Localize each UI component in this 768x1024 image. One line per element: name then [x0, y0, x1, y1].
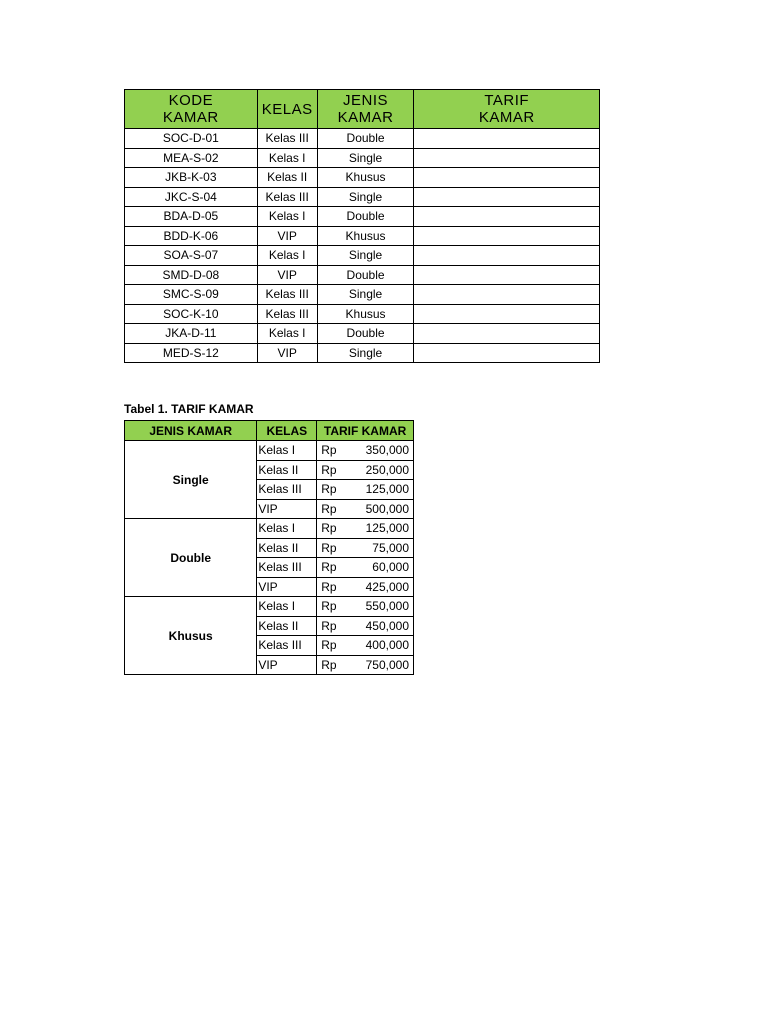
cell-jenis: Khusus	[317, 304, 414, 324]
cell-jenis-kamar: Khusus	[125, 597, 257, 675]
cell-jenis: Single	[317, 343, 414, 363]
cell-jenis: Single	[317, 285, 414, 305]
room-list-body	[125, 129, 600, 363]
cell-kelas: Kelas I	[257, 207, 317, 227]
header-jenis-kamar	[317, 90, 414, 129]
cell-jenis-kamar: Double	[125, 519, 257, 597]
cell-tarif	[317, 480, 414, 500]
cell-tarif	[414, 285, 600, 305]
cell-kode: MED-S-12	[125, 343, 258, 363]
header-jenis-kamar: JENIS KAMAR	[125, 421, 257, 441]
table-row	[125, 324, 600, 344]
cell-kelas: Kelas I	[257, 597, 317, 617]
cell-kode: JKA-D-11	[125, 324, 258, 344]
cell-tarif	[317, 636, 414, 656]
amount: 250,000	[365, 462, 409, 477]
cell-tarif	[414, 168, 600, 188]
cell-jenis: Double	[317, 207, 414, 227]
tarif-value	[321, 502, 409, 516]
cell-jenis: Khusus	[317, 168, 414, 188]
amount: 550,000	[365, 599, 409, 614]
cell-tarif	[414, 187, 600, 207]
table-row	[125, 246, 600, 266]
tarif-value	[321, 541, 409, 555]
table-row	[125, 519, 414, 539]
cell-kode: MEA-S-02	[125, 148, 258, 168]
currency-label: Rp	[321, 521, 337, 536]
cell-kelas: VIP	[257, 265, 317, 285]
cell-kelas: Kelas II	[257, 616, 317, 636]
cell-kode: SMD-D-08	[125, 265, 258, 285]
tarif-value	[321, 443, 409, 457]
cell-tarif	[317, 499, 414, 519]
room-list-table	[124, 89, 600, 363]
tarif-table	[124, 420, 414, 675]
header-tarif-line1: TARIF	[484, 92, 530, 109]
tarif-value	[321, 619, 409, 633]
amount: 125,000	[365, 482, 409, 497]
cell-jenis: Khusus	[317, 226, 414, 246]
header-tarif-kamar: TARIF KAMAR	[317, 421, 414, 441]
amount: 750,000	[365, 657, 409, 672]
cell-tarif	[414, 226, 600, 246]
amount: 75,000	[372, 540, 409, 555]
cell-kode: SMC-S-09	[125, 285, 258, 305]
table-row	[125, 304, 600, 324]
currency-label: Rp	[321, 618, 337, 633]
currency-label: Rp	[321, 599, 337, 614]
table-row	[125, 285, 600, 305]
tarif-value	[321, 638, 409, 652]
tarif-value	[321, 599, 409, 613]
cell-kelas: Kelas III	[257, 187, 317, 207]
cell-tarif	[317, 460, 414, 480]
cell-tarif	[317, 519, 414, 539]
cell-kelas: Kelas I	[257, 441, 317, 461]
tarif-value	[321, 521, 409, 535]
amount: 60,000	[372, 560, 409, 575]
cell-kelas: Kelas I	[257, 148, 317, 168]
table-row	[125, 597, 414, 617]
cell-tarif	[414, 207, 600, 227]
amount: 350,000	[365, 443, 409, 458]
tarif-value	[321, 580, 409, 594]
cell-jenis: Single	[317, 148, 414, 168]
table-row	[125, 441, 414, 461]
cell-kode: SOA-S-07	[125, 246, 258, 266]
cell-tarif	[414, 304, 600, 324]
currency-label: Rp	[321, 462, 337, 477]
cell-jenis: Double	[317, 324, 414, 344]
cell-kelas: Kelas III	[257, 558, 317, 578]
header-jenis-line2: KAMAR	[337, 109, 394, 126]
tarif-value	[321, 560, 409, 574]
cell-kode: SOC-K-10	[125, 304, 258, 324]
cell-jenis: Single	[317, 187, 414, 207]
tarif-table-caption: Tabel 1. TARIF KAMAR	[124, 402, 254, 416]
header-kelas: KELAS	[257, 90, 317, 129]
cell-kode: BDD-K-06	[125, 226, 258, 246]
cell-kelas: VIP	[257, 226, 317, 246]
header-tarif-kamar	[414, 90, 600, 129]
cell-tarif	[414, 246, 600, 266]
cell-jenis: Double	[317, 129, 414, 149]
cell-kelas: VIP	[257, 655, 317, 675]
amount: 400,000	[365, 638, 409, 653]
table-row	[125, 226, 600, 246]
cell-jenis: Double	[317, 265, 414, 285]
currency-label: Rp	[321, 657, 337, 672]
cell-kode: SOC-D-01	[125, 129, 258, 149]
cell-tarif	[414, 148, 600, 168]
currency-label: Rp	[321, 579, 337, 594]
cell-kode: JKC-S-04	[125, 187, 258, 207]
table-row	[125, 207, 600, 227]
header-kode-line2: KAMAR	[162, 109, 219, 126]
cell-kode: JKB-K-03	[125, 168, 258, 188]
cell-tarif	[414, 343, 600, 363]
cell-kelas: Kelas II	[257, 538, 317, 558]
currency-label: Rp	[321, 443, 337, 458]
cell-tarif	[317, 616, 414, 636]
cell-kelas: Kelas II	[257, 460, 317, 480]
amount: 450,000	[365, 618, 409, 633]
cell-kelas: VIP	[257, 577, 317, 597]
cell-kode: BDA-D-05	[125, 207, 258, 227]
currency-label: Rp	[321, 482, 337, 497]
tarif-value	[321, 658, 409, 672]
cell-tarif	[317, 441, 414, 461]
table-row	[125, 148, 600, 168]
currency-label: Rp	[321, 560, 337, 575]
tarif-table-body	[125, 441, 414, 675]
cell-kelas: Kelas III	[257, 480, 317, 500]
table-row	[125, 265, 600, 285]
cell-kelas: Kelas II	[257, 168, 317, 188]
cell-kelas: VIP	[257, 499, 317, 519]
cell-kelas: Kelas I	[257, 246, 317, 266]
cell-jenis: Single	[317, 246, 414, 266]
cell-kelas: Kelas III	[257, 129, 317, 149]
header-kelas: KELAS	[257, 421, 317, 441]
table-row	[125, 343, 600, 363]
cell-jenis-kamar: Single	[125, 441, 257, 519]
cell-tarif	[414, 265, 600, 285]
tarif-header-row	[125, 421, 414, 441]
table-row	[125, 168, 600, 188]
cell-tarif	[317, 597, 414, 617]
cell-kelas: VIP	[257, 343, 317, 363]
cell-tarif	[317, 558, 414, 578]
table-row	[125, 187, 600, 207]
cell-kelas: Kelas III	[257, 636, 317, 656]
cell-tarif	[317, 538, 414, 558]
cell-tarif	[317, 655, 414, 675]
room-list-header-row	[125, 90, 600, 129]
cell-kelas: Kelas III	[257, 285, 317, 305]
cell-tarif	[317, 577, 414, 597]
header-tarif-line2: KAMAR	[478, 109, 535, 126]
cell-tarif	[414, 129, 600, 149]
tarif-value	[321, 463, 409, 477]
cell-kelas: Kelas I	[257, 324, 317, 344]
amount: 500,000	[365, 501, 409, 516]
cell-kelas: Kelas I	[257, 519, 317, 539]
table-row	[125, 129, 600, 149]
cell-tarif	[414, 324, 600, 344]
currency-label: Rp	[321, 540, 337, 555]
currency-label: Rp	[321, 501, 337, 516]
currency-label: Rp	[321, 638, 337, 653]
header-kode-kamar	[125, 90, 258, 129]
header-jenis-line1: JENIS	[343, 92, 389, 109]
header-kode-line1: KODE	[168, 92, 214, 109]
amount: 425,000	[365, 579, 409, 594]
cell-kelas: Kelas III	[257, 304, 317, 324]
tarif-value	[321, 482, 409, 496]
amount: 125,000	[365, 521, 409, 536]
